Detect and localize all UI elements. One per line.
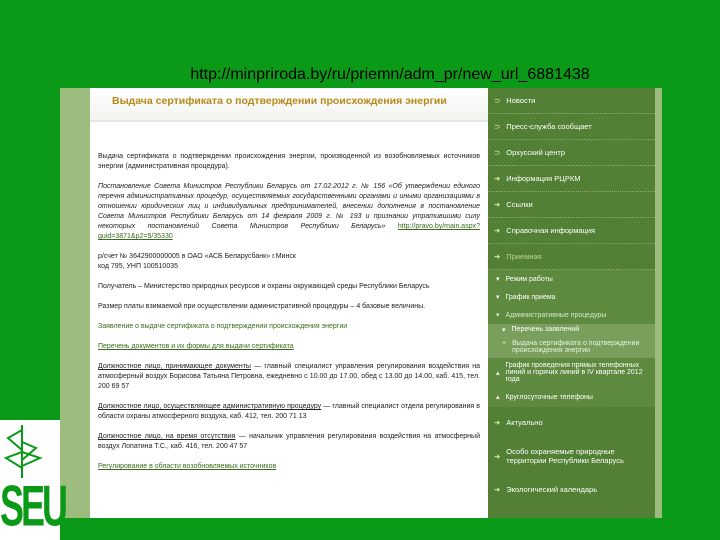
sidebar-sub-reception[interactable]: ▾ График приема <box>488 288 655 306</box>
intro-text: Выдача сертификата о подтверждении происхождения энергии, производенной из возобновляемых источников энергии (административная процедура). <box>98 153 480 170</box>
application-link[interactable]: Заявление о выдаче сертификата о подтверждении происхождения энергии <box>98 323 348 330</box>
contact-2: Должностное лицо, осуществляющее административную процедуру — главный специалист отдела регулирования в области охраны атмосферного воздуха, каб. 412, тел. 200 71 13 <box>98 403 481 420</box>
sidebar-sub-phones[interactable]: ▴ Круглосуточные телефоны <box>488 387 655 407</box>
arrow-icon: ➜ <box>494 174 501 183</box>
sidebar-sub-schedule[interactable]: ▾ Режим работы <box>488 270 655 288</box>
sidebar-sub2-certificate[interactable]: + Выдача сертификата о подтверждении происхождения энергии <box>488 336 655 358</box>
arrow-icon: ⊃ <box>494 148 501 157</box>
sidebar-item-reception[interactable]: ➜ Приемная <box>488 244 655 270</box>
logo-text: SEU <box>0 472 66 539</box>
sidebar-sub-hotlines[interactable]: ▴ График проведения прямых телефонных линий и горячих линий в IV квартале 2012 года <box>488 358 655 387</box>
sidebar-item-press[interactable]: ⊃ Пресс-служба сообщает <box>488 114 655 140</box>
fee: Размер платы взимаемой при осуществлении административной процедуры – 4 базовые величины. <box>98 303 426 310</box>
sidebar-item-news[interactable]: ⊃ Новости <box>488 88 655 114</box>
sidebar-item-links[interactable]: ➜ Ссылки <box>488 192 655 218</box>
arrow-icon: ➜ <box>494 451 501 461</box>
sidebar-item-eco-calendar[interactable]: ➜ Экологический календарь <box>494 484 598 494</box>
arrow-icon: ➜ <box>494 417 501 427</box>
contact-1: Должностное лицо, принимающее документы — главный специалист управления регулирования воздействия на атмосферный воздух Борисова Татьяна Петровна, ежедневно с 10.00 до 17.00, обед с 13.00 до 14.00, каб. 415, тел. 200 69 57 <box>98 363 480 390</box>
sidebar-item-actual[interactable]: ➜ Актуально <box>494 417 543 427</box>
sidebar-nav <box>488 88 655 518</box>
decree-text: Постановление Совета Министров Республики Беларусь от 17.02.2012 г. № 156 «Об утверждении единого перечня административных процедур, осуществляемых государственными органами и иными организациями в отношении юридических лиц и индивидуальных предпринимателей, внесении дополнения в постановление Совета Министров Республики Беларусь от 14 февраля 2009 г. № 193 и признании утратившими силу некоторых постановлений Совета Министров Республики Беларусь» http://pravo.by/main.aspx?guid=3871&p2=5/35330 <box>98 183 480 240</box>
arrow-icon: ⊃ <box>494 96 501 105</box>
regulation-link[interactable]: Регулирование в области возобновляемых источников <box>98 463 277 470</box>
page-title: Выдача сертификата о подтверждении происхождения энергии <box>90 88 488 122</box>
recipient: Получатель – Министерство природных ресурсов и охраны окружающей среды Республики Беларусь <box>98 283 430 290</box>
sidebar-item-aarhus[interactable]: ⊃ Орхусский центр <box>488 140 655 166</box>
arrow-icon: ⊃ <box>494 122 501 131</box>
website-screenshot <box>60 88 662 518</box>
seu-logo <box>0 420 66 540</box>
main-content <box>90 88 488 518</box>
sidebar-item-info[interactable]: ➜ Информация РЦРКМ <box>488 166 655 192</box>
contact-3: Должностное лицо, на время отсутствия — начальник управления регулирования воздействия на атмосферный воздух Лопатина Т.С., каб. 416, тел. 200 47 57 <box>98 433 480 450</box>
sidebar-sub2-applications[interactable]: ▾ Перечень заявлений <box>488 324 655 336</box>
slide-url: http://minpriroda.by/ru/priemn/adm_pr/new_url_6881438 <box>190 66 590 83</box>
sidebar-item-reference[interactable]: ➜ Справочная информация <box>488 218 655 244</box>
decree-link[interactable]: http://pravo.by/main.aspx?guid=3871&p2=5/35330 <box>98 223 480 240</box>
sidebar-item-protected-areas[interactable]: ➜ Особо охраняемые природные территории Республики Беларусь <box>494 447 624 465</box>
payment-details: р/счет № 3642900000005 в ОАО «АСБ Беларусбанк» г.Минск код 795, УНП 100510035 <box>98 253 296 270</box>
arrow-icon: ➜ <box>494 200 501 209</box>
arrow-icon: ➜ <box>494 252 501 261</box>
arrow-icon: ➜ <box>494 226 501 235</box>
arrow-icon: ➜ <box>494 484 501 494</box>
leaf-icon <box>0 420 60 480</box>
documents-link[interactable]: Перечень документов и их формы для выдачи сертификата <box>98 343 294 350</box>
sidebar-sub-procedures[interactable]: ▾ Административные процедуры <box>488 306 655 324</box>
